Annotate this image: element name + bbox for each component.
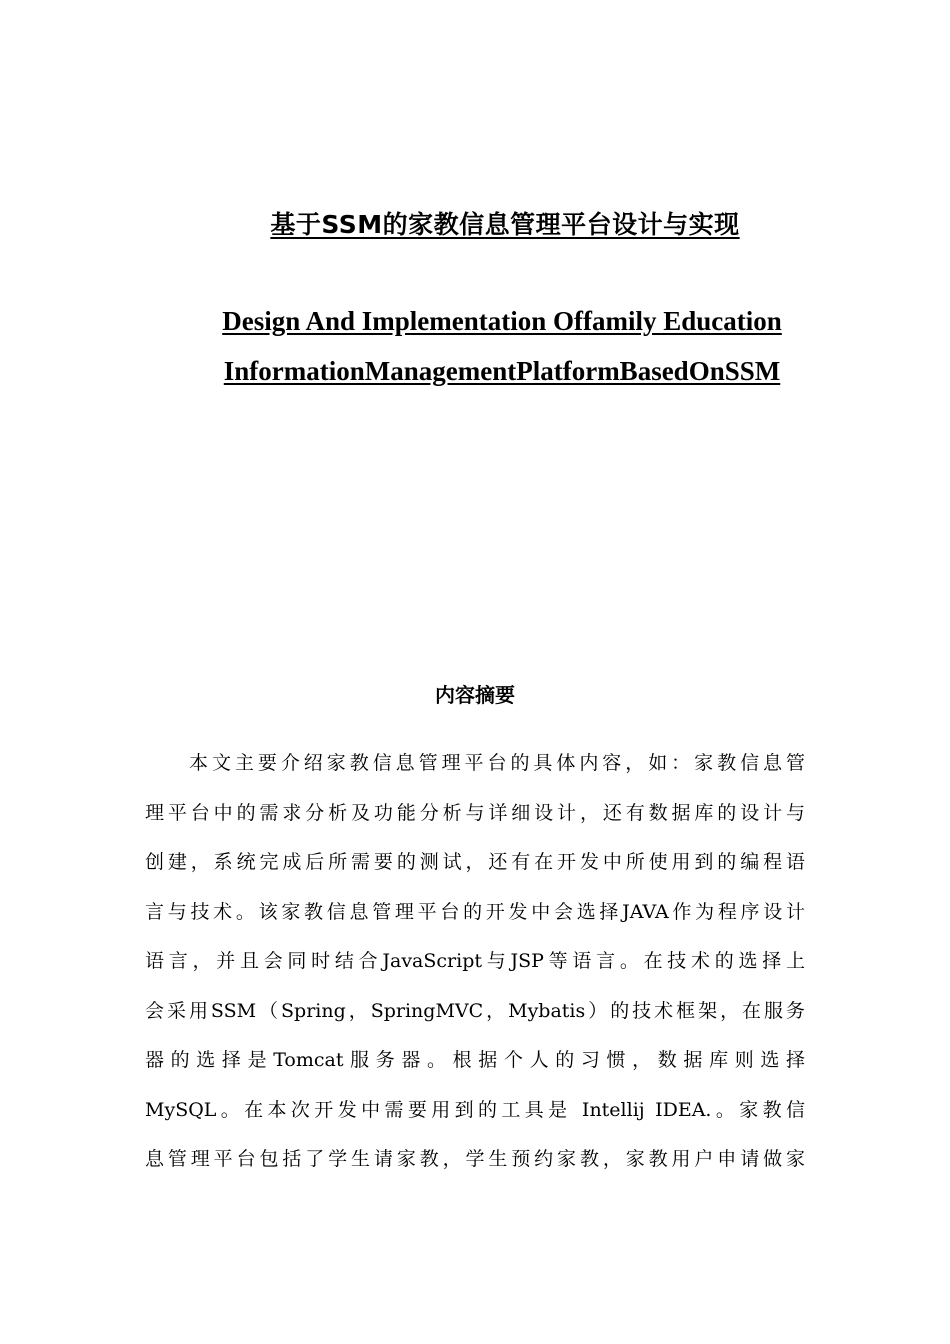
abstract-body bbox=[145, 739, 805, 1185]
abstract-line: 息管理平台包括了学生请家教，学生预约家教，家教用户申请做家 bbox=[145, 1148, 805, 1170]
abstract-line: 器的选择是Tomcat服务器。根据个人的习惯，数据库则选择 bbox=[145, 1049, 805, 1071]
english-title-line-2: InformationManagementPlatformBasedOnSSM bbox=[223, 356, 781, 386]
abstract-line: 本文主要介绍家教信息管理平台的具体内容，如：家教信息管 bbox=[189, 752, 805, 774]
abstract-line: MySQL。在本次开发中需要用到的工具是 Intellij IDEA.。家教信 bbox=[145, 1098, 805, 1121]
abstract-line: 理平台中的需求分析及功能分析与详细设计，还有数据库的设计与 bbox=[145, 801, 805, 824]
chinese-title: 基于SSM的家教信息管理平台设计与实现 bbox=[270, 210, 740, 239]
abstract-line: 会采用SSM（Spring，SpringMVC，Mybatis）的技术框架，在服务 bbox=[145, 999, 805, 1022]
abstract-line: 语言，并且会同时结合JavaScript与JSP等语言。在技术的选择上 bbox=[145, 950, 805, 972]
abstract-heading: 内容摘要 bbox=[435, 683, 515, 707]
abstract-line: 言与技术。该家教信息管理平台的开发中会选择JAVA作为程序设计 bbox=[145, 900, 805, 923]
english-title-line-1: Design And Implementation Offamily Education bbox=[222, 306, 782, 336]
abstract-line: 创建，系统完成后所需要的测试，还有在开发中所使用到的编程语 bbox=[145, 851, 805, 873]
